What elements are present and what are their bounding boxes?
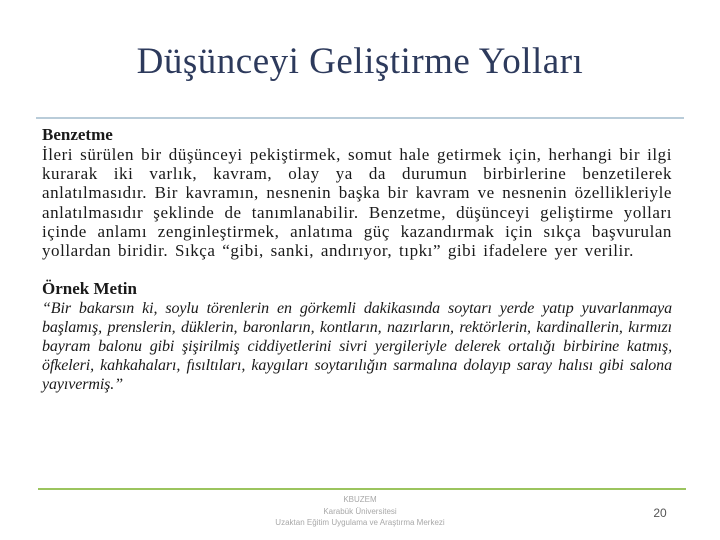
section-spacer (42, 260, 672, 278)
section-heading-ornek-metin: Örnek Metin (42, 279, 137, 299)
page-number: 20 (653, 506, 667, 520)
benzetme-paragraph: İleri sürülen bir düşünceyi pekiştirmek, somut hale getirmek için, herhangi bir ilgi kurarak iki varlık, kavram, olay ya da durumun birbirlerine benzetilerek anlatılmasıdır. Bir kavramın, nesnenin başka bir kavram ve nesnenin özellikleriyle anlatılmasıdır şeklinde de tanımlanabilir. Benzetme, düşünceyi geliştirme yolları içinde anlamı zenginleştirmek, anlatıma güç kazandırmak için sıkça başvurulan yollardan biridir. Sıkça “gibi, sanki, andırıyor, tıpkı” gibi ifadelere yer verilir. (42, 145, 672, 261)
section-heading-benzetme: Benzetme (42, 125, 113, 144)
footer-institution (180, 494, 540, 529)
footer-line-center: Uzaktan Eğitim Uygulama ve Araştırma Merkezi (275, 518, 445, 527)
footer-divider (38, 488, 686, 490)
title-divider (36, 117, 684, 119)
slide-content (42, 124, 672, 394)
example-quote: “Bir bakarsın ki, soylu törenlerin en görkemli dakikasında soytarı yerde yatıp yuvarlanmaya başlamış, prenslerin, düklerin, baronların, kontların, nazırların, rektörlerin, kardinallerin, kırmızı bayram balonu gibi şişirilmiş ciddiyetlerini sivri yergileriyle delerek ortalığı birbirine katmış, öfkeleri, kahkahaları, fısıltıları, kaygıları soytarılığın sarmalına dolayıp saray halısı gibi salona yayıvermiş.” (42, 300, 672, 394)
footer-line-kbuzem: KBUZEM (343, 495, 377, 504)
slide-title: Düşünceyi Geliştirme Yolları (136, 41, 584, 82)
footer-line-university: Karabük Üniversitesi (323, 506, 397, 516)
